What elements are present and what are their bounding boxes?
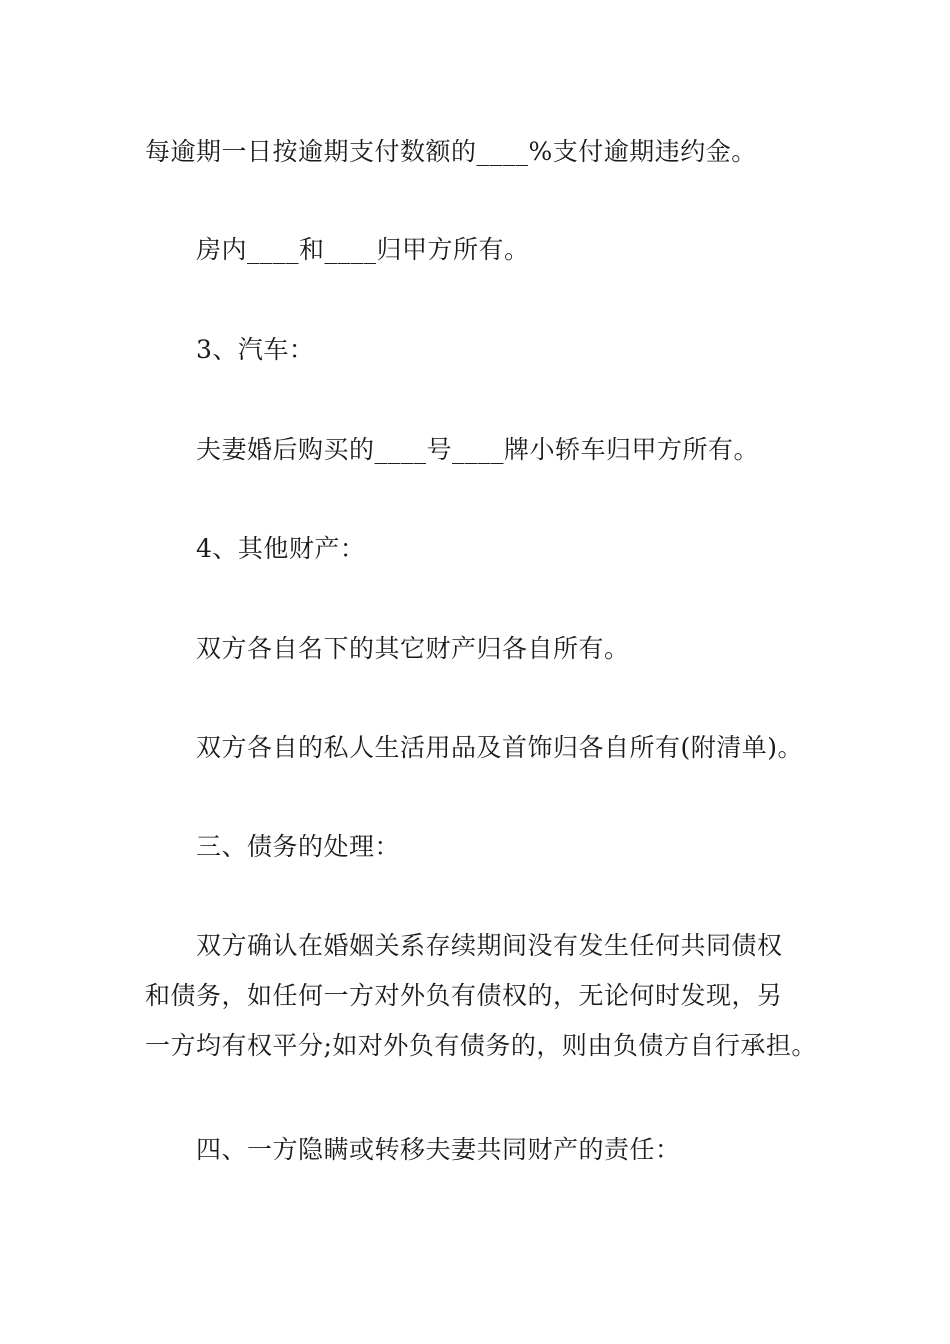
car-ownership-text: 夫妻婚后购买的____号____牌小轿车归甲方所有。: [196, 435, 760, 464]
section-other-property-heading: 4、其他财产：: [196, 534, 366, 563]
debt-paragraph: [145, 921, 825, 1071]
debt-paragraph-line: 和债务，如任何一方对外负有债权的，无论何时发现，另: [145, 981, 783, 1010]
house-contents-ownership-text: 房内____和____归甲方所有。: [196, 235, 530, 264]
debt-paragraph-line: 一方均有权平分;如对外负有债务的，则由负债方自行承担。: [145, 1031, 817, 1060]
debt-paragraph-line: 双方确认在婚姻关系存续期间没有发生任何共同债权: [196, 931, 783, 960]
section-concealment-heading: 四、一方隐瞒或转移夫妻共同财产的责任：: [196, 1135, 681, 1164]
section-car-heading: 3、汽车：: [196, 335, 315, 364]
other-property-ownership-text: 双方各自名下的其它财产归各自所有。: [196, 634, 630, 663]
section-debt-heading: 三、债务的处理：: [196, 832, 401, 861]
personal-items-ownership-text: 双方各自的私人生活用品及首饰归各自所有(附清单)。: [196, 733, 804, 762]
late-payment-penalty-text: 每逾期一日按逾期支付数额的____%支付逾期违约金。: [145, 137, 757, 166]
